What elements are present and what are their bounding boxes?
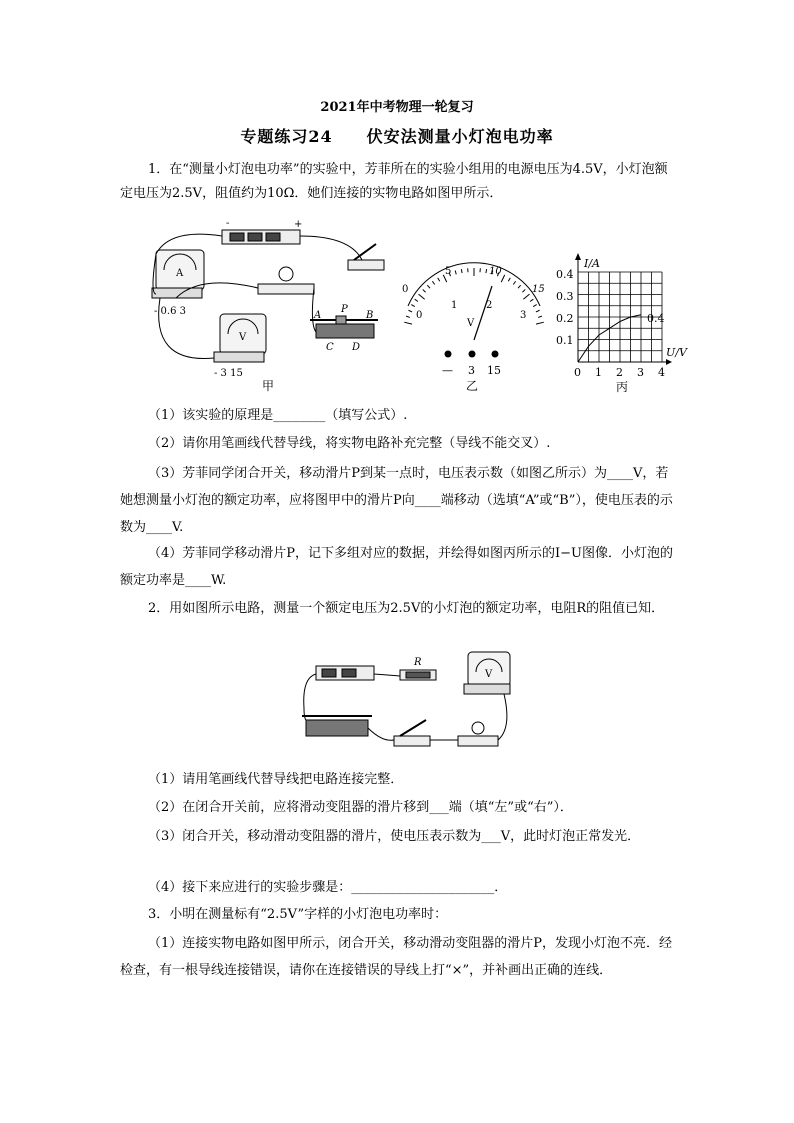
terminal-15-label: 15 <box>487 364 501 377</box>
dial-pointer <box>474 286 492 340</box>
dial-tick <box>438 278 440 281</box>
figure-jia-circuit <box>140 214 390 394</box>
dial-tick <box>518 285 521 288</box>
dial-tick <box>522 289 525 292</box>
graph-ylabel: I/A <box>584 257 600 270</box>
rheostat <box>316 324 374 338</box>
dial-tick <box>408 310 412 312</box>
page-title <box>0 124 794 147</box>
terminal-C-label: C <box>326 342 334 353</box>
q1-sub4: （4）芳菲同学移动滑片P，记下多组对应的数据，并绘得如图丙所示的I−U图像．小灯泡的额定功率是____W. <box>120 546 674 588</box>
ytick-extra: 0.4 <box>647 312 665 325</box>
xtick-3: 3 <box>637 366 644 379</box>
dial-bottom-2: 2 <box>486 300 493 311</box>
dial-tick <box>411 305 414 307</box>
title-left: 专题练习24 <box>240 127 333 146</box>
terminal-3-dot <box>469 351 476 358</box>
q2-sub2: （2）在闭合开关前，应将滑动变阻器的滑片移到___端（填“左”或“右”）． <box>148 800 573 815</box>
dial-tick <box>508 278 510 281</box>
q2-switch <box>394 736 430 746</box>
course-subtitle: 2021年中考物理一轮复习 <box>320 100 474 115</box>
voltmeter-terminals: - 3 15 <box>214 368 243 379</box>
dial-tick <box>461 269 462 273</box>
dial-tick <box>536 310 540 312</box>
lamp-holder <box>258 284 314 294</box>
q1-stem: 1．在“测量小灯泡电功率”的实验中，芳菲所在的实验小组用的电源电压为4.5V，小灯泡额定电压为2.5V，阻值约为10Ω．她们连接的实物电路如图甲所示． <box>120 162 668 201</box>
terminal-A-label: A <box>314 310 322 321</box>
dial-tick <box>415 299 418 301</box>
dial-bottom-1: 1 <box>451 300 458 311</box>
q2-circuit-figure <box>298 648 518 760</box>
xtick-2: 2 <box>616 366 623 379</box>
ammeter-terminals: - 0.6 3 <box>154 306 187 317</box>
dial-tick <box>513 281 515 284</box>
ammeter-label: A <box>176 268 184 279</box>
q1-sub1: （1）该实验的原理是________（填写公式）. <box>148 408 408 423</box>
figure-jia-caption: 甲 <box>262 379 275 393</box>
q1-sub2: （2）请你用笔画线代替导线，将实物电路补充完整（导线不能交叉）. <box>148 436 551 451</box>
dial-tick <box>523 294 529 299</box>
dial-tick <box>406 316 410 317</box>
xtick-0: 0 <box>574 366 581 379</box>
q2-sub4: （4）接下来应进行的实验步骤是：______________________． <box>148 880 508 895</box>
xtick-1: 1 <box>595 366 602 379</box>
dial-tick <box>404 322 412 324</box>
terminal-B-label: B <box>366 310 374 321</box>
dial-top-5: 5 <box>445 266 452 277</box>
dial-tick <box>455 270 456 274</box>
terminal-15-dot <box>492 351 499 358</box>
graph-xlabel: U/V <box>666 346 687 359</box>
voltmeter-label: V <box>239 332 247 343</box>
dial-tick <box>530 299 533 301</box>
q2-R-label: R <box>414 657 422 668</box>
q2-lamp-holder <box>458 736 498 746</box>
q1-sub3: （3）芳菲同学闭合开关，移动滑片P到某一点时，电压表示数（如图乙所示）为____V，若她想测量小灯泡的额定功率，应将图甲中的滑片P向____端移动（选填“A”或“B”），使电压表的示数为____V. <box>120 466 673 535</box>
dial-unit: V <box>467 318 475 329</box>
dial-tick <box>418 294 424 299</box>
dial-tick <box>536 322 544 324</box>
slider-P-label: P <box>341 304 348 315</box>
battery-plus-label: + <box>294 219 303 230</box>
terminal-D-label: D <box>352 342 361 353</box>
terminal-3-label: 3 <box>468 364 475 377</box>
q3-sub1: （1）连接实物电路如图甲所示，闭合开关，移动滑动变阻器的滑片P，发现小灯泡不亮．经检查，有一根导线连接错误，请你在连接错误的导线上打“×”，并补画出正确的连线． <box>120 936 673 978</box>
figure-yi-voltmeter-dial <box>394 258 554 392</box>
switch <box>348 260 384 270</box>
q3-stem: 3．小明在测量标有“2.5V”字样的小灯泡电功率时： <box>148 907 448 922</box>
lamp-bulb <box>279 267 293 281</box>
q2-rheostat <box>306 720 368 736</box>
q2-sub3: （3）闭合开关，移动滑动变阻器的滑片，使电压表示数为___V，此时灯泡正常发光． <box>148 829 641 844</box>
q2-V-label: V <box>485 669 493 680</box>
ytick-2: 0.3 <box>556 290 574 303</box>
q2-lamp-bulb <box>472 722 484 734</box>
dial-tick <box>501 275 504 282</box>
figure-yi-caption: 乙 <box>466 379 479 392</box>
dial-top-10: 10 <box>489 266 502 277</box>
dial-bottom-3: 3 <box>520 310 527 321</box>
ytick-3: 0.2 <box>556 312 574 325</box>
title-right: 伏安法测量小灯泡电功率 <box>366 127 554 146</box>
dial-tick <box>423 289 426 292</box>
xtick-4: 4 <box>658 366 665 379</box>
dial-bottom-0: 0 <box>416 310 423 321</box>
ytick-4: 0.1 <box>556 334 574 347</box>
dial-tick <box>432 281 434 284</box>
dial-tick <box>538 316 542 317</box>
ytick-1: 0.4 <box>556 268 574 281</box>
figure-bing-iu-graph <box>548 250 694 394</box>
terminal-neg-label: — <box>442 364 453 377</box>
dial-tick <box>427 285 430 288</box>
dial-top-15: 15 <box>532 284 545 295</box>
dial-tick <box>533 305 536 307</box>
battery-minus-label: - <box>226 218 230 229</box>
q2-sub1: （1）请用笔画线代替导线把电路连接完整． <box>148 772 404 787</box>
dial-top-0: 0 <box>402 284 409 295</box>
figure-bing-caption: 丙 <box>616 380 629 394</box>
dial-tick <box>486 269 487 273</box>
terminal-neg-dot <box>445 351 452 358</box>
q2-stem: 2．用如图所示电路，测量一个额定电压为2.5V的小灯泡的额定功率，电阻R的阻值已知． <box>148 601 665 616</box>
